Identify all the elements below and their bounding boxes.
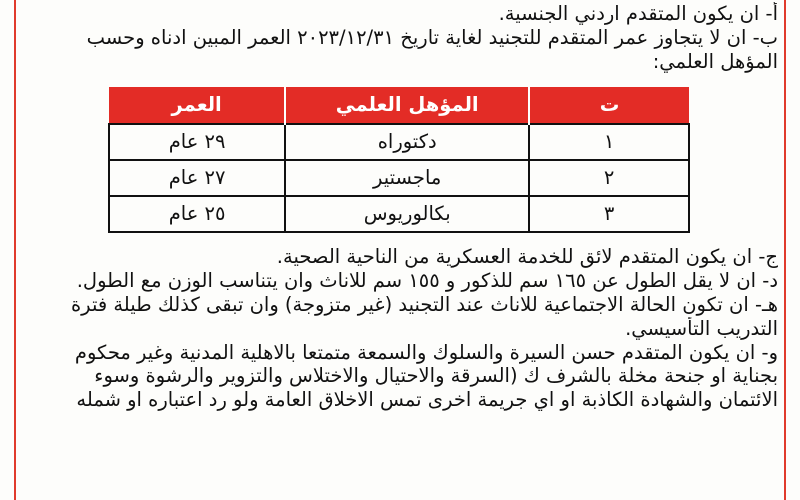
requirement-b-line-1: ب- ان لا يتجاوز عمر المتقدم للتجنيد لغاية تاريخ ٢٠٢٣/١٢/٣١ العمر المبين ادناه وحسب xyxy=(86,25,778,49)
requirement-e-line-2: التدريب التأسيسي. xyxy=(625,316,778,340)
header-age: العمر xyxy=(171,93,222,117)
requirement-f-line-3: الائتمان والشهادة الكاذبة او اي جريمة اخرى تمس الاخلاق العامة ولو رد اعتباره او شمله xyxy=(76,388,778,412)
cell-number: ١ xyxy=(529,124,689,160)
requirement-f-line-2: بجناية او جنحة مخلة بالشرف ك (السرقة والاحتيال والاختلاس والتزوير والرشوة وسوء xyxy=(94,364,778,388)
cell-qualification: ماجستير xyxy=(285,160,529,196)
table-row xyxy=(109,160,689,196)
requirement-b-line-2: المؤهل العلمي: xyxy=(652,49,778,73)
table-row xyxy=(109,124,689,160)
cell-age: ٢٩ عام xyxy=(109,124,285,160)
table-header-row xyxy=(109,87,689,124)
requirement-c: ج- ان يكون المتقدم لائق للخدمة العسكرية من الناحية الصحية. xyxy=(276,245,778,269)
cell-age: ٢٥ عام xyxy=(109,196,285,232)
document-body xyxy=(20,2,778,500)
requirement-d: د- ان لا يقل الطول عن ١٦٥ سم للذكور و ١٥٥ سم للاناث وان يتناسب الوزن مع الطول. xyxy=(76,269,778,293)
cell-qualification: دكتوراه xyxy=(285,124,529,160)
age-table-wrapper xyxy=(20,73,778,245)
cell-number: ٢ xyxy=(529,160,689,196)
age-table xyxy=(108,87,690,233)
cell-age: ٢٧ عام xyxy=(109,160,285,196)
cell-qualification: بكالوريوس xyxy=(285,196,529,232)
table-row xyxy=(109,196,689,232)
requirement-f-line-1: و- ان يكون المتقدم حسن السيرة والسلوك والسمعة متمتعا بالاهلية المدنية وغير محكوم xyxy=(74,340,778,364)
requirement-e-line-1: هـ- ان تكون الحالة الاجتماعية للاناث عند التجنيد (غير متزوجة) وان تبقى كذلك طيلة فترة xyxy=(70,292,778,316)
cell-number: ٣ xyxy=(529,196,689,232)
requirement-a: أ- ان يكون المتقدم اردني الجنسية. xyxy=(498,2,778,25)
header-number: ت xyxy=(529,87,689,124)
header-qualification: المؤهل العلمي xyxy=(285,87,529,124)
